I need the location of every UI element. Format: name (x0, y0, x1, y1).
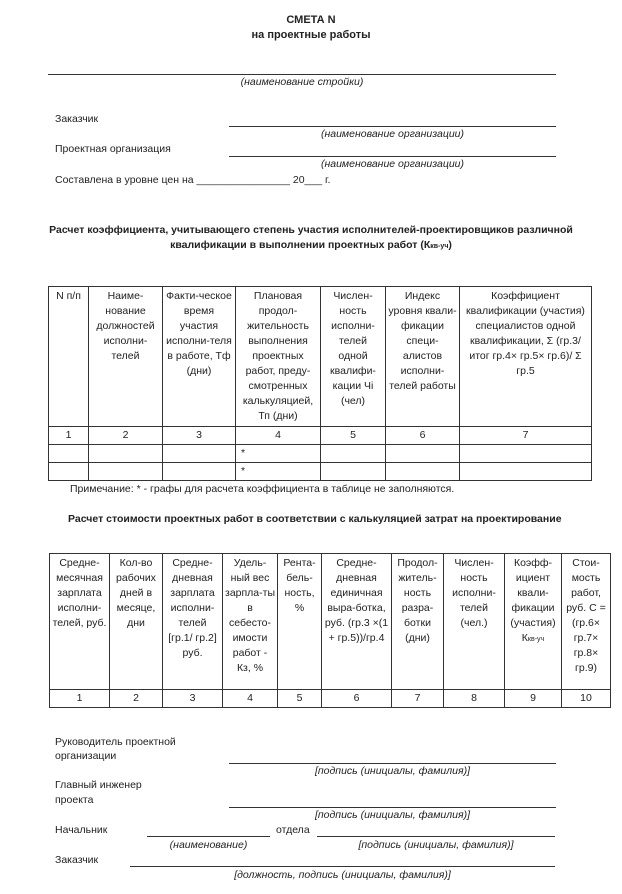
section1-title-line1: Расчет коэффициента, учитывающего степень участия исполнителей-проектировщиков различной (49, 224, 573, 236)
t2-header-cell: Числен-ность исполни-телей (чел.) (444, 554, 505, 690)
t2-header-cell: Продол-житель-ность разра-ботки (дни) (392, 554, 444, 690)
t2-header-cell: Средне-дневная единичная выра-ботка, руб. (гр.3 ×(1 + гр.5))/гр.4 (322, 554, 392, 690)
t1-cell (89, 445, 163, 463)
customer-line (229, 126, 556, 127)
chief-signature-caption: [подпись (инициалы, фамилия)] (314, 809, 471, 821)
t2-number-cell: 3 (163, 690, 223, 708)
participation-header-row (49, 287, 592, 427)
document-title: СМЕТА N (286, 14, 336, 26)
t1-number-cell: 3 (163, 427, 236, 445)
design-org-caption: (наименование организации) (320, 158, 465, 170)
participation-data-row (49, 463, 592, 481)
t1-cell (386, 445, 460, 463)
t2-number-cell: 8 (444, 690, 505, 708)
construction-caption: (наименование стройки) (240, 76, 364, 88)
dept-name-caption: (наименование) (169, 839, 248, 851)
t1-header-cell: Числен-ность исполни-телей одной квалифи-кации Чi (чел) (321, 287, 386, 427)
head-signature-line (229, 763, 556, 764)
design-org-line (229, 156, 556, 157)
participation-data-row (49, 445, 592, 463)
dept-label: отдела (276, 824, 310, 836)
t1-number-cell: 1 (49, 427, 89, 445)
t2-number-cell: 5 (278, 690, 322, 708)
t2-number-cell: 6 (322, 690, 392, 708)
t1-cell (321, 463, 386, 481)
t1-header-cell: Коэффициент квалификации (участия) специалистов одной квалификации, Σ (гр.3/ итог гр.4× гр.5× гр.6)/ Σ гр.5 (460, 287, 592, 427)
customer-sign-label: Заказчик (55, 854, 99, 866)
t1-cell (460, 463, 592, 481)
t1-header-cell: Плановая продол-жительность выполнения проектных работ, преду-смотренных калькуляцией, Тп (дни) (236, 287, 321, 427)
t2-number-cell: 4 (223, 690, 278, 708)
section1-title-close: ) (448, 239, 452, 251)
dept-signature-line (317, 836, 555, 837)
t1-number-cell: 2 (89, 427, 163, 445)
t1-cell (163, 463, 236, 481)
t2-header-cell: Рента-бель-ность, % (278, 554, 322, 690)
section1-title-k: К (423, 239, 431, 251)
t1-number-cell: 4 (236, 427, 321, 445)
table-note: Примечание: * - графы для расчета коэффициента в таблице не заполняются. (70, 483, 455, 495)
t1-header-cell: Наиме-нование должностей исполни-телей (89, 287, 163, 427)
t1-number-cell: 7 (460, 427, 592, 445)
cost-number-row (50, 690, 611, 708)
t2-number-cell: 10 (562, 690, 611, 708)
t2-number-cell: 1 (50, 690, 110, 708)
t1-cell (321, 445, 386, 463)
t2-col9-text: Коэфф-ициент квали-фикации (участия) (510, 557, 556, 629)
head-label-line2: организации (55, 750, 117, 762)
customer-signature-caption: [должность, подпись (инициалы, фамилия)] (234, 869, 451, 881)
t2-header-cell (505, 554, 562, 690)
section1-title-text: квалификации в выполнении проектных работ ( (170, 239, 424, 251)
t1-cell (49, 463, 89, 481)
dept-head-label: Начальник (55, 824, 108, 836)
t1-mark-cell: * (236, 463, 321, 481)
t2-number-cell: 7 (392, 690, 444, 708)
t1-number-cell: 5 (321, 427, 386, 445)
cost-header-row (50, 554, 611, 690)
cost-table (49, 553, 611, 708)
t2-number-cell: 2 (110, 690, 163, 708)
dept-name-line (147, 836, 270, 837)
head-label-line1: Руководитель проектной (55, 736, 176, 748)
document-subtitle: на проектные работы (251, 29, 371, 41)
t1-cell (386, 463, 460, 481)
t1-header-cell: Факти-ческое время участия исполни-теля в работе, Тф (дни) (163, 287, 236, 427)
t1-cell (49, 445, 89, 463)
t1-mark-cell: * (236, 445, 321, 463)
t2-number-cell: 9 (505, 690, 562, 708)
chief-signature-line (229, 807, 556, 808)
t2-header-cell: Средне-месячная зарплата исполни-телей, руб. (50, 554, 110, 690)
t1-header-cell: N п/п (49, 287, 89, 427)
t2-header-cell: Удель-ный вес зарпла-ты в себесто-имости работ - Кз, % (223, 554, 278, 690)
section2-title: Расчет стоимости проектных работ в соответствии с калькуляцией затрат на проектирование (68, 513, 562, 525)
customer-caption: (наименование организации) (320, 128, 465, 140)
t2-header-cell: Стои-мость работ, руб. С = (гр.6× гр.7× гр.8× гр.9) (562, 554, 611, 690)
participation-number-row (49, 427, 592, 445)
customer-signature-line (130, 866, 555, 867)
t2-header-cell: Кол-во рабочих дней в месяце, дни (110, 554, 163, 690)
section1-title-k-sub: кв-уч (430, 243, 449, 250)
dept-signature-caption: [подпись (инициалы, фамилия)] (358, 839, 514, 851)
head-signature-caption: [подпись (инициалы, фамилия)] (314, 765, 471, 777)
t1-number-cell: 6 (386, 427, 460, 445)
price-level-text: Составлена в уровне цен на ________________ 20___ г. (55, 174, 331, 186)
section1-title-line2 (20, 239, 602, 251)
t1-cell (460, 445, 592, 463)
customer-label: Заказчик (55, 113, 99, 125)
t1-header-cell: Индекс уровня квали-фикации специ-алистов исполни-телей работы (386, 287, 460, 427)
participation-table (48, 286, 592, 481)
chief-label-line2: проекта (55, 794, 94, 806)
design-org-label: Проектная организация (55, 143, 171, 155)
t2-col9-k: К (521, 632, 528, 644)
t2-col9-k-sub: кв-уч (527, 636, 545, 643)
t1-cell (89, 463, 163, 481)
chief-label-line1: Главный инженер (55, 779, 142, 791)
t1-cell (163, 445, 236, 463)
t2-header-cell: Средне-дневная зарплата исполни-телей [гр.1/ гр.2] руб. (163, 554, 223, 690)
construction-name-line (48, 74, 556, 75)
